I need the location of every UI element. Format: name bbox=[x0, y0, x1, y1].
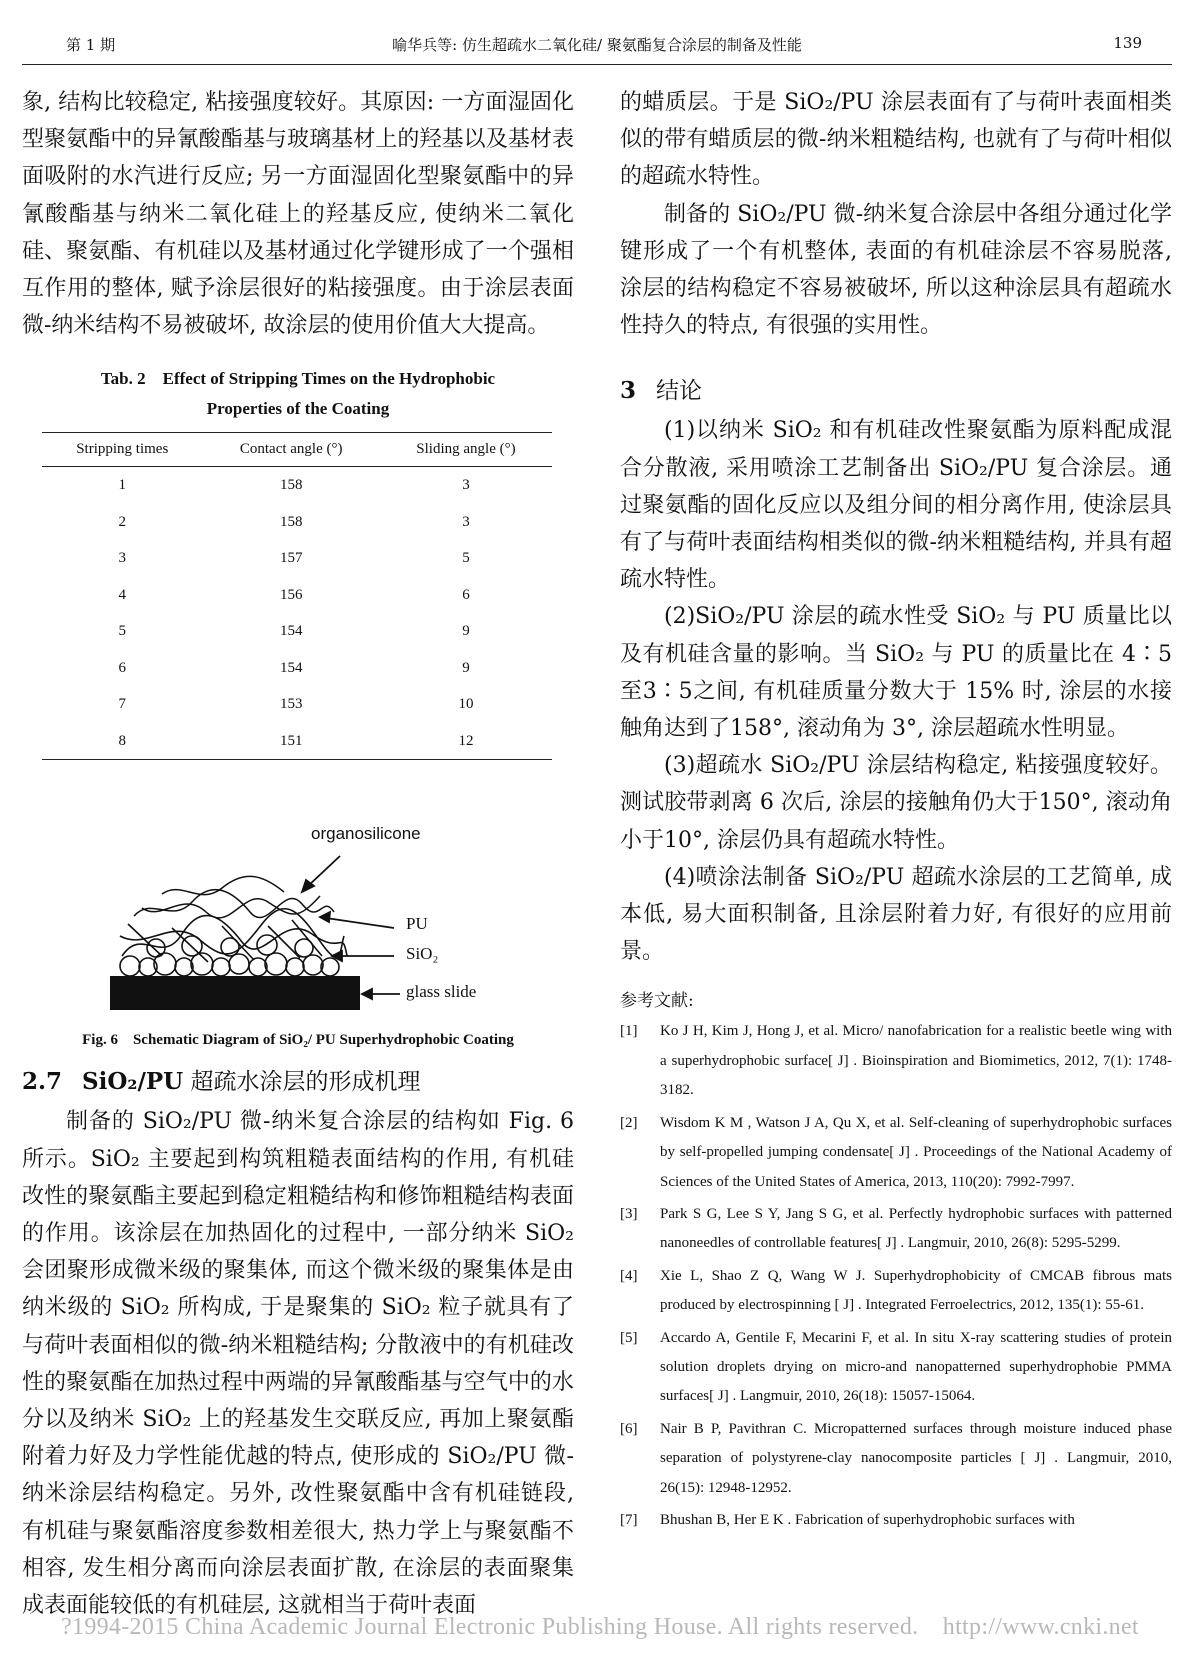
references-title: 参考文献: bbox=[620, 991, 694, 1012]
paragraph-stability: 制备的 SiO₂/PU 微-纳米复合涂层中各组分通过化学键形成了一个有机整体, 表面的有机硅涂层不容易脱落, 涂层的结构稳定不容易被破坏, 所以这种涂层具有超疏水性持久的特点, 有很强的实用性。 bbox=[620, 201, 1172, 339]
section-2-7-heading bbox=[22, 1063, 574, 1101]
reference-item bbox=[620, 1109, 1172, 1197]
stripping-times-table bbox=[42, 432, 552, 760]
table-cell: 6 bbox=[118, 659, 126, 676]
section-title-text: 超疏水涂层的形成机理 bbox=[183, 1069, 421, 1096]
sio2-particles bbox=[120, 935, 339, 976]
reference-number: [1] bbox=[620, 1023, 638, 1040]
table-cell: 157 bbox=[279, 550, 303, 567]
header-contact-angle: Contact angle (°) bbox=[202, 433, 379, 467]
reference-number: [3] bbox=[620, 1205, 638, 1222]
running-title: 喻华兵等: 仿生超疏水二氧化硅/ 聚氨酯复合涂层的制备及性能 bbox=[392, 36, 802, 54]
table-cell: 151 bbox=[202, 723, 379, 760]
table-cell: 8 bbox=[42, 723, 202, 760]
copyright-watermark: ?1994-2015 China Academic Journal Electronic Publishing House. All rights reserved. http://www.cnki.net bbox=[61, 1614, 1139, 1640]
organosilicone-chains bbox=[134, 877, 334, 919]
table-caption-line2: Properties of the Coating bbox=[206, 399, 390, 419]
table-cell: 2 bbox=[118, 513, 126, 530]
reference-item bbox=[620, 1017, 1172, 1105]
table-caption-line1: Tab. 2 Effect of Stripping Times on the Hydrophobic bbox=[100, 369, 496, 389]
table-caption bbox=[22, 364, 574, 424]
section-number: 2.7 bbox=[22, 1068, 63, 1096]
table-cell: 158 bbox=[279, 477, 303, 494]
header-sliding-angle: Sliding angle (°) bbox=[380, 433, 552, 467]
section-title: 结论 bbox=[656, 378, 703, 405]
table-cell: 9 bbox=[462, 623, 470, 640]
reference-number: [2] bbox=[620, 1114, 638, 1131]
table-row bbox=[42, 540, 552, 577]
issue-label: 第 1 期 bbox=[66, 36, 116, 54]
reference-item bbox=[620, 1200, 1172, 1259]
pu-chains bbox=[120, 909, 347, 962]
reference-text: Xie L, Shao Z Q, Wang W J. Superhydrophobicity of CMCAB fibrous mats produced by electrospinning [ J] . Integrated Ferroelectrics, 2012, 135(1): 55-61. bbox=[660, 1267, 1172, 1314]
table-cell: 6 bbox=[462, 586, 470, 603]
table-cell: 1 bbox=[118, 477, 126, 494]
right-column bbox=[620, 84, 1172, 1538]
reference-text: Accardo A, Gentile F, Mecarini F, et al. In situ X-ray scattering studies of protein solution droplets drying on micro-and nanopatterned superhydrophobie PMMA surfaces[ J] . Langmuir, 2010, 26(18): 15057-15064. bbox=[660, 1329, 1172, 1405]
reference-text: Wisdom K M , Watson J A, Qu X, et al. Self-cleaning of superhydrophobic surfaces by self-propelled jumping condensate[ J] . Proceedings of the National Academy of Sciences of the United States of America, 2013, 110(20): 7992-7997. bbox=[660, 1114, 1172, 1190]
reference-text: Bhushan B, Her E K . Fabrication of superhydrophobic surfaces with bbox=[660, 1511, 1075, 1528]
table-cell: 12 bbox=[380, 723, 552, 760]
page-header bbox=[22, 0, 1172, 65]
table-cell: 158 bbox=[279, 513, 303, 530]
table-row bbox=[42, 650, 552, 687]
table-cell: 4 bbox=[118, 586, 126, 603]
table-row bbox=[42, 577, 552, 614]
reference-item bbox=[620, 1506, 1172, 1535]
table-cell: 154 bbox=[279, 623, 303, 640]
conclusion-item: (1)以纳米 SiO₂ 和有机硅改性聚氨酯为原料配成混合分散液, 采用喷涂工艺制备出 SiO₂/PU 复合涂层。通过聚氨酯的固化反应以及组分间的相分离作用, 使涂层具有了与荷叶表面结构相类似的微-纳米粗糙结构, 并具有超疏水特性。 bbox=[620, 418, 1172, 593]
table-cell: 5 bbox=[462, 550, 470, 567]
table-cell: 3 bbox=[118, 550, 126, 567]
header-stripping-times: Stripping times bbox=[42, 433, 202, 467]
table-cell: 3 bbox=[462, 477, 470, 494]
page-number: 139 bbox=[1113, 34, 1142, 52]
table-cell: 5 bbox=[118, 623, 126, 640]
organosilicone-label: organosilicone bbox=[311, 824, 421, 844]
table-header-row bbox=[42, 433, 552, 467]
table-row bbox=[42, 686, 552, 723]
reference-number: [6] bbox=[620, 1420, 638, 1437]
coating-schematic-diagram bbox=[22, 816, 574, 1026]
section-number: 3 bbox=[620, 377, 637, 405]
reference-text: Nair B P, Pavithran C. Micropatterned surfaces through moisture induced phase separation of polystyrene-clay nanocomposite particles [ J] . Langmuir, 2010, 26(15): 12948-12952. bbox=[660, 1420, 1172, 1496]
paragraph-continued-right: 的蜡质层。于是 SiO₂/PU 涂层表面有了与荷叶表面相类似的带有蜡质层的微-纳米粗糙结构, 也就有了与荷叶相似的超疏水特性。 bbox=[620, 90, 1172, 190]
pu-label: PU bbox=[406, 914, 428, 934]
reference-item bbox=[620, 1415, 1172, 1503]
coating-schematic-figure bbox=[22, 816, 574, 1026]
table-cell: 153 bbox=[279, 696, 303, 713]
reference-text: Ko J H, Kim J, Hong J, et al. Micro/ nanofabrication for a realistic beetle wing with a superhydrophobic surface[ J] . Bioinspiration and Biomimetics, 2012, 7(1): 1748-3182. bbox=[660, 1023, 1172, 1099]
reference-item bbox=[620, 1262, 1172, 1321]
reference-number: [5] bbox=[620, 1329, 638, 1346]
conclusion-item: (3)超疏水 SiO₂/PU 涂层结构稳定, 粘接强度较好。测试胶带剥离 6 次后, 涂层的接触角仍大于150°, 滚动角小于10°, 涂层仍具有超疏水特性。 bbox=[620, 753, 1172, 853]
sio2-label: SiO₂ bbox=[406, 944, 439, 964]
conclusion-item: (2)SiO₂/PU 涂层的疏水性受 SiO₂ 与 PU 质量比以及有机硅含量的影响。当 SiO₂ 与 PU 的质量比在 4∶5至3∶5之间, 有机硅质量分数大于 15% 时, 涂层的水接触角达到了158°, 滚动角为 3°, 涂层超疏水性明显。 bbox=[620, 604, 1172, 742]
glass-slide-shape bbox=[110, 976, 360, 1010]
reference-number: [7] bbox=[620, 1511, 638, 1528]
paragraph-continued: 象, 结构比较稳定, 粘接强度较好。其原因: 一方面湿固化型聚氨酯中的异氰酸酯基与玻璃基材上的羟基以及基材表面吸附的水汽进行反应; 另一方面湿固化型聚氨酯中的异氰酸酯基与纳米二氧化硅上的羟基反应, 使纳米二氧化硅、聚氨酯、有机硅以及基材通过化学键形成了一个强相互作用的整体, 赋予涂层很好的粘接强度。由于涂层表面微-纳米结构不易被破坏, 故涂层的使用价值大大提高。 bbox=[22, 90, 574, 339]
table-cell: 10 bbox=[458, 696, 474, 713]
figure-caption: Fig. 6 Schematic Diagram of SiO₂/ PU Superhydrophobic Coating bbox=[82, 1032, 514, 1049]
section-title-formula: SiO₂/PU bbox=[82, 1068, 184, 1096]
table-cell: 3 bbox=[462, 513, 470, 530]
table-cell: 7 bbox=[118, 696, 126, 713]
section-3-heading bbox=[620, 372, 1172, 410]
reference-item bbox=[620, 1324, 1172, 1412]
section-2-7-paragraph: 制备的 SiO₂/PU 微-纳米复合涂层的结构如 Fig. 6所示。SiO₂ 主要起到构筑粗糙表面结构的作用, 有机硅改性的聚氨酯主要起到稳定粗糙结构和修饰粗糙结构表面的作用。该涂层在加热固化的过程中, 一部分纳米 SiO₂ 会团聚形成微米级的聚集体, 而这个微米级的聚集体是由纳米级的 SiO₂ 所构成, 于是聚集的 SiO₂ 粒子就具有了与荷叶表面相似的微-纳米粗糙结构; 分散液中的有机硅改性的聚氨酯在加热过程中两端的异氰酸酯基与空气中的水分以及纳米 SiO₂ 上的羟基发生交联反应, 再加上聚氨酯附着力好及力学性能优越的特点, 使形成的 SiO₂/PU 微-纳米涂层结构稳定。另外, 改性聚氨酯中含有机硅链段, 有机硅与聚氨酯溶度参数相差很大, 热力学上与聚氨酯不相容, 发生相分离而向涂层表面扩散, 在涂层的表面聚集成表面能较低的有机硅层, 这就相当于荷叶表面 bbox=[22, 1109, 574, 1619]
table-cell: 156 bbox=[279, 586, 303, 603]
reference-number: [4] bbox=[620, 1267, 638, 1284]
table-row bbox=[42, 467, 552, 504]
table-cell: 154 bbox=[279, 659, 303, 676]
glass-slide-label: glass slide bbox=[406, 982, 477, 1002]
table-row bbox=[42, 723, 552, 760]
table-row bbox=[42, 613, 552, 650]
left-column bbox=[22, 84, 574, 1624]
table-cell: 9 bbox=[462, 659, 470, 676]
conclusion-item: (4)喷涂法制备 SiO₂/PU 超疏水涂层的工艺简单, 成本低, 易大面积制备, 且涂层附着力好, 有很好的应用前景。 bbox=[620, 864, 1172, 965]
table-row bbox=[42, 504, 552, 541]
reference-text: Park S G, Lee S Y, Jang S G, et al. Perfectly hydrophobic surfaces with patterned nanoneedles of controllable features[ J] . Langmuir, 2010, 26(8): 5295-5299. bbox=[660, 1205, 1172, 1252]
